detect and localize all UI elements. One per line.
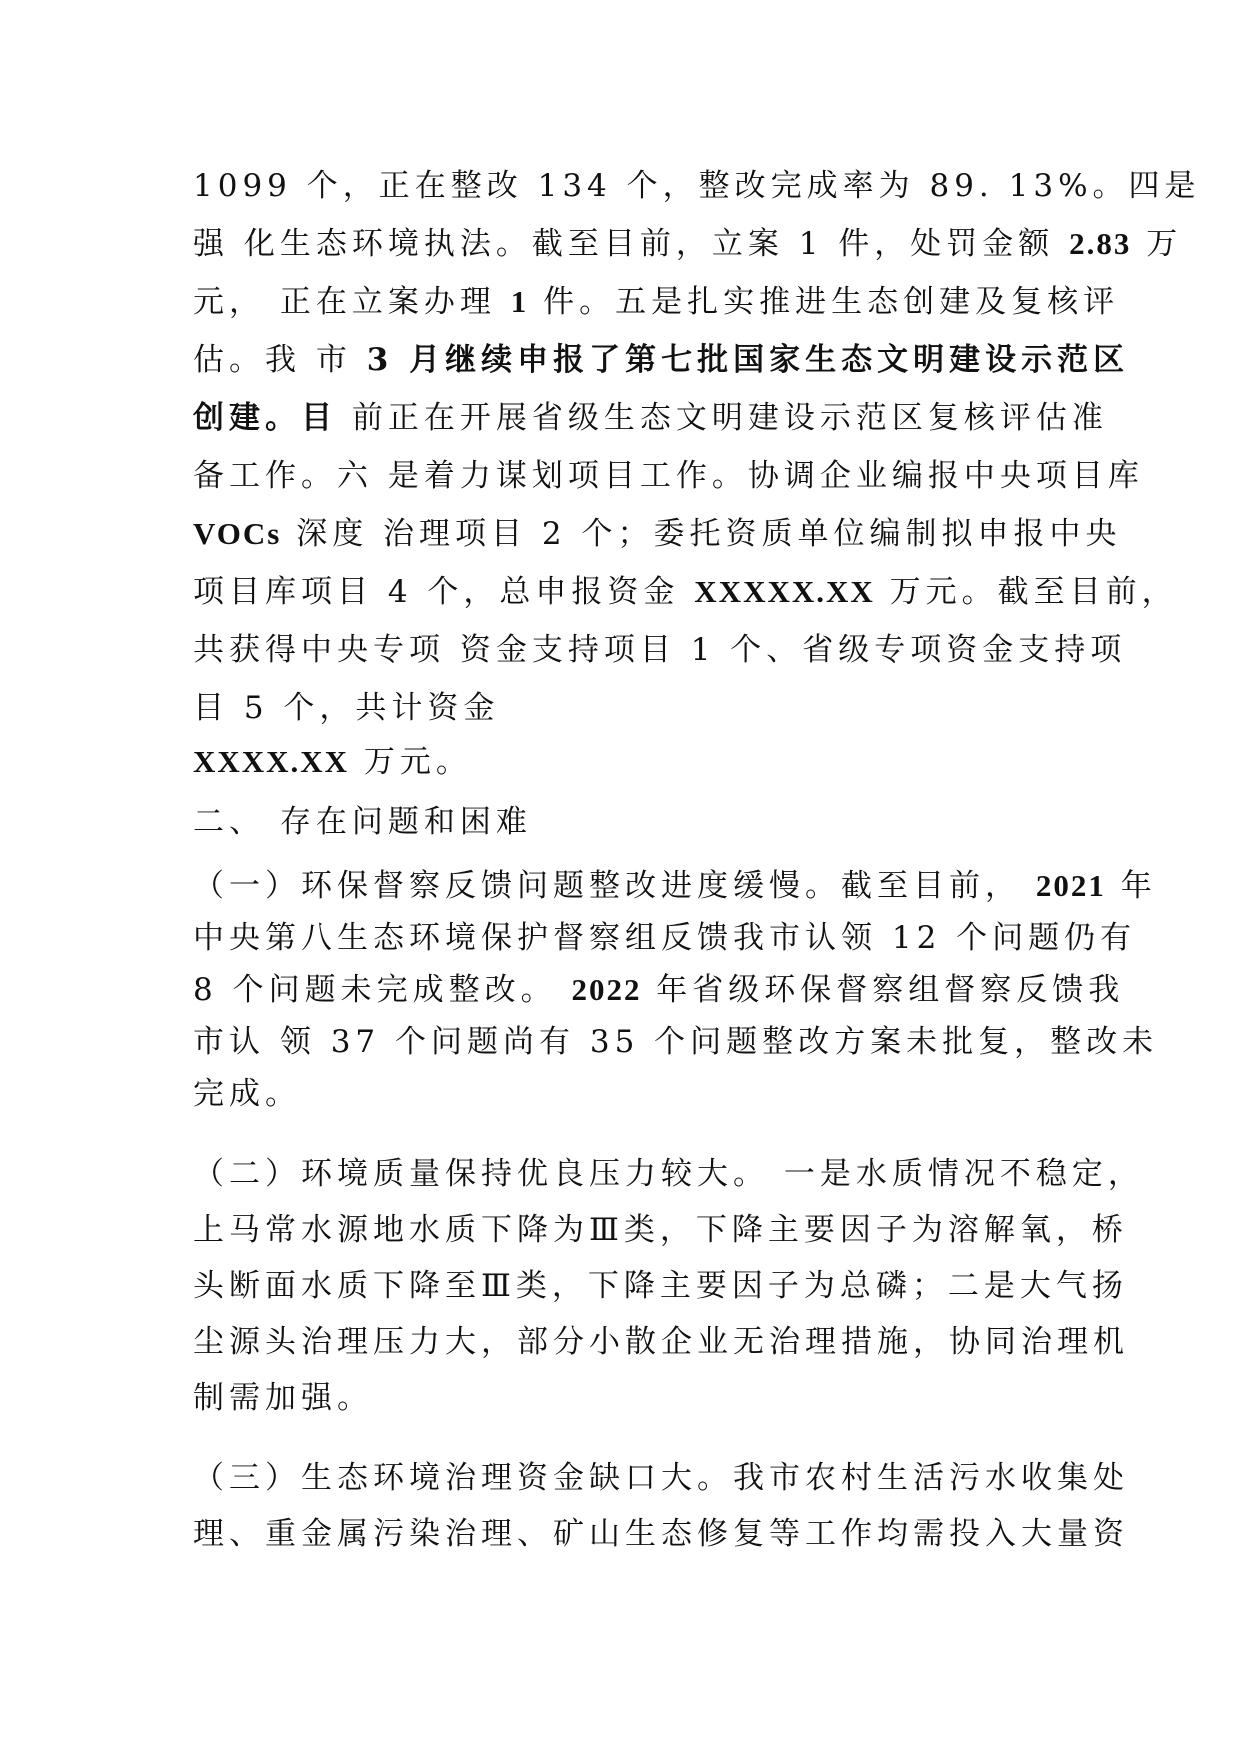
text-line (193, 740, 1063, 784)
highlight-bold: 创建。目 (193, 400, 337, 436)
text-run: 共获得中央专项 资金支持项目 1 个、省级专项资金支持项 (193, 632, 1127, 668)
text-line (193, 396, 1108, 440)
amount-bold: XXXX.XX (193, 744, 350, 779)
text-line (193, 1152, 1144, 1196)
text-line (193, 1376, 1063, 1420)
highlight-bold: 3 月继续申报了第七批国家生态文明建设示范区 (366, 342, 1130, 378)
text-run: 项目库项目 4 个，总申报资金 (193, 574, 695, 610)
text-run: 前正在开展省级生态文明建设示范区复核评估准 (337, 400, 1108, 436)
text-line (193, 338, 1130, 382)
text-run: 年省级环保督察组督察反馈我 (641, 972, 1125, 1008)
text-run: 估。我 市 (193, 342, 367, 378)
text-line (193, 1072, 1063, 1116)
term-bold: VOCs (193, 516, 282, 551)
text-run: （二）环境质量保持优良压力较大。 一是水质情况不稳定， (193, 1156, 1144, 1192)
text-run: 8 个问题未完成整改。 (193, 972, 572, 1008)
text-run: 尘源头治理压力大，部分小散企业无治理措施，协同治理机 (193, 1324, 1129, 1360)
text-run: 中央第八生态环境保护督察组反馈我市认领 12 个问题仍有 (193, 920, 1137, 956)
text-line (193, 1020, 1159, 1064)
text-line (193, 686, 1063, 730)
text-line (193, 916, 1137, 960)
text-line (193, 628, 1127, 672)
text-run: 元， 正在立案办理 (193, 284, 511, 320)
text-run: （一）环保督察反馈问题整改进度缓慢。截至目前， (193, 868, 1036, 904)
text-line (193, 1208, 1128, 1252)
text-line (193, 968, 1125, 1012)
text-line (193, 1264, 1128, 1308)
text-line (193, 512, 1122, 556)
text-run: 万元。 (349, 744, 472, 780)
text-run: 深度 治理项目 2 个；委托资质单位编制拟申报中央 (281, 516, 1122, 552)
count-bold: 1 (510, 284, 529, 319)
text-run: 件。五是扎实推进生态创建及复核评 (528, 284, 1120, 320)
text-line (193, 1512, 1129, 1556)
text-run: 市认 领 37 个问题尚有 35 个问题整改方案未批复，整改未 (193, 1024, 1159, 1060)
year-bold: 2022 (571, 972, 642, 1007)
text-line (193, 570, 1178, 614)
text-run: 上马常水源地水质下降为Ⅲ类，下降主要因子为溶解氧，桥 (193, 1212, 1128, 1248)
text-run: 强 化生态环境执法。截至目前，立案 1 件，处罚金额 (193, 226, 1070, 262)
text-line (193, 1320, 1129, 1364)
text-line (193, 164, 1201, 208)
text-run: 理、重金属污染治理、矿山生态修复等工作均需投入大量资 (193, 1516, 1129, 1552)
amount-bold: 2.83 (1069, 226, 1132, 261)
text-line (193, 1456, 1129, 1500)
text-line (193, 222, 1183, 266)
text-run: 目 5 个，共计资金 (193, 690, 500, 726)
year-bold: 2021 (1035, 868, 1106, 903)
text-run: 1099 个，正在整改 134 个，整改完成率为 89. 13%。四是 (193, 168, 1201, 204)
amount-bold: XXXXX.XX (694, 574, 875, 609)
text-line (193, 280, 1120, 324)
text-run: 万元。截至目前， (874, 574, 1178, 610)
section-heading: 二、 存在问题和困难 (193, 804, 532, 840)
text-run: 年 (1105, 868, 1157, 904)
text-line (193, 864, 1157, 908)
text-run: （三）生态环境治理资金缺口大。我市农村生活污水收集处 (193, 1460, 1129, 1496)
text-line (193, 454, 1144, 498)
text-run: 万 (1131, 226, 1183, 262)
text-run: 制需加强。 (193, 1380, 373, 1416)
text-run: 头断面水质下降至Ⅲ类，下降主要因子为总磷；二是大气扬 (193, 1268, 1128, 1304)
text-run: 备工作。六 是着力谋划项目工作。协调企业编报中央项目库 (193, 458, 1144, 494)
text-run: 完成。 (193, 1076, 301, 1112)
